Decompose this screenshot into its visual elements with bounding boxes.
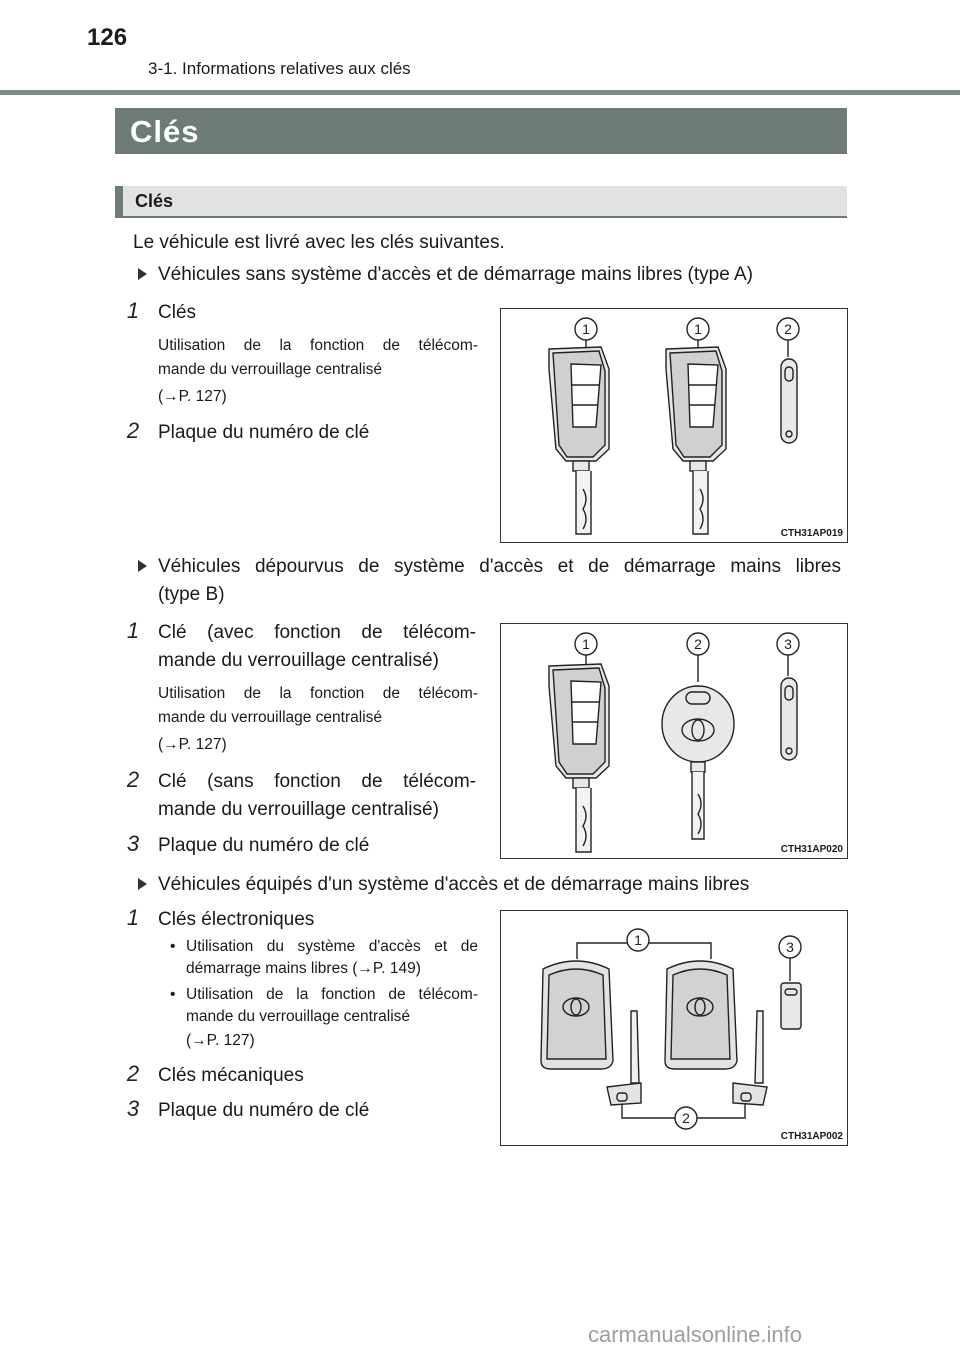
item-label: mande du verrouillage centralisé): [158, 650, 439, 671]
watermark: carmanualsonline.info: [588, 1322, 803, 1347]
item-number: 2: [126, 418, 140, 443]
item-label: Clés: [158, 302, 197, 323]
bullet-line: démarrage mains libres (→P. 149): [186, 960, 421, 977]
bullet-line: mande du verrouillage centralisé: [186, 1008, 411, 1025]
section-heading: Véhicules sans système d'accès et de démarrage mains libres (type A): [158, 264, 754, 285]
item-number: 2: [126, 1061, 140, 1086]
callout-label: 2: [682, 1110, 690, 1126]
item-note-line: mande du verrouillage centralisé: [158, 709, 383, 726]
item-label: Plaque du numéro de clé: [158, 422, 370, 443]
figure-code: CTH31AP002: [780, 1131, 843, 1142]
item-number: 1: [126, 905, 140, 930]
item-note-line: Utilisation de la fonction de télécom-: [158, 337, 478, 354]
callout-label: 3: [784, 636, 792, 652]
section-heading: Véhicules équipés d'un système d'accès et de démarrage mains libres: [158, 874, 750, 895]
callout-label: 2: [694, 636, 702, 652]
figure-smart-key: [500, 910, 848, 1146]
figure-code: CTH31AP019: [780, 528, 843, 539]
key-illustration-type-b: [501, 624, 847, 858]
bullet-line: Utilisation de la fonction de télécom-: [186, 986, 478, 1003]
section-arrow-icon: [138, 560, 147, 572]
item-note-line: Utilisation de la fonction de télécom-: [158, 685, 478, 702]
page-number: 126: [87, 24, 128, 51]
item-number: 3: [126, 1096, 140, 1121]
callout-label: 2: [784, 321, 792, 337]
page-title-bar: [115, 108, 847, 154]
callout-label: 1: [582, 321, 590, 337]
subtitle-bar: [115, 186, 847, 218]
intro-text: Le véhicule est livré avec les clés suivantes.: [133, 232, 505, 253]
callout-label: 1: [634, 932, 642, 948]
section-heading: Véhicules dépourvus de système d'accès et de démarrage mains libres: [158, 556, 841, 577]
subtitle-accent: [115, 186, 123, 216]
item-note-line: mande du verrouillage centralisé: [158, 361, 383, 378]
page-title: Clés: [130, 114, 200, 149]
item-note-line: (→P. 127): [158, 388, 227, 405]
bullet-line: (→P. 127): [186, 1032, 255, 1049]
item-number: 3: [126, 831, 140, 856]
bullet-dot: •: [170, 938, 176, 955]
section-arrow-icon: [138, 878, 147, 890]
subtitle: Clés: [135, 191, 174, 211]
item-label: mande du verrouillage centralisé): [158, 799, 439, 820]
callout-label: 1: [694, 321, 702, 337]
figure-type-b: [500, 623, 848, 859]
item-label: Clé (avec fonction de télécom-: [158, 622, 476, 643]
section-arrow-icon: [138, 268, 147, 280]
figure-code: CTH31AP020: [780, 844, 843, 855]
header-divider: [0, 90, 960, 95]
item-label: Plaque du numéro de clé: [158, 1100, 370, 1121]
item-number: 1: [126, 298, 140, 323]
item-note-line: (→P. 127): [158, 736, 227, 753]
callout-label: 3: [786, 939, 794, 955]
bullet-line: Utilisation du système d'accès et de: [186, 938, 478, 955]
item-label: Clé (sans fonction de télécom-: [158, 771, 476, 792]
key-illustration-smart: [501, 911, 847, 1145]
item-label: Clés électroniques: [158, 909, 315, 930]
item-label: Plaque du numéro de clé: [158, 835, 370, 856]
section-breadcrumb: 3-1. Informations relatives aux clés: [148, 59, 411, 78]
item-number: 1: [126, 618, 140, 643]
callout-label: 1: [582, 636, 590, 652]
figure-type-a: [500, 308, 848, 543]
item-number: 2: [126, 767, 140, 792]
key-illustration-type-a: [501, 309, 847, 542]
bullet-dot: •: [170, 986, 176, 1003]
section-heading: (type B): [158, 584, 225, 605]
item-label: Clés mécaniques: [158, 1065, 304, 1086]
